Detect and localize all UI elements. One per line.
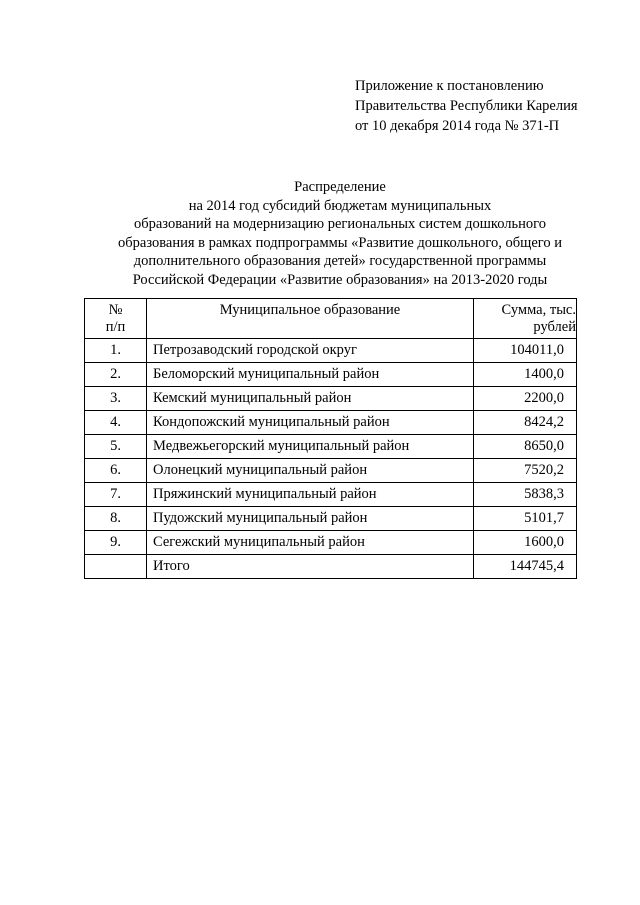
title-line: Распределение <box>294 179 386 195</box>
table-row <box>85 483 577 507</box>
row-sum: 1400,0 <box>474 363 577 387</box>
header-municipality: Муниципальное образование <box>147 299 474 339</box>
total-sum: 144745,4 <box>474 555 577 579</box>
row-municipality: Кондопожский муниципальный район <box>147 411 474 435</box>
row-number: 3. <box>85 387 147 411</box>
table-row <box>85 459 577 483</box>
document-title <box>60 178 620 289</box>
table-header-row <box>85 299 577 339</box>
row-number: 4. <box>85 411 147 435</box>
row-number: 6. <box>85 459 147 483</box>
appendix-line: от 10 декабря 2014 года № 371-П <box>355 118 560 134</box>
appendix-line: Правительства Республики Карелия <box>355 98 578 114</box>
row-sum: 8424,2 <box>474 411 577 435</box>
header-sum-line1: Сумма, тыс. <box>501 302 576 318</box>
header-number-line1: № <box>108 302 123 318</box>
row-number: 2. <box>85 363 147 387</box>
row-sum: 5838,3 <box>474 483 577 507</box>
table-row <box>85 339 577 363</box>
table-row <box>85 387 577 411</box>
header-number <box>85 299 147 339</box>
distribution-table <box>84 298 577 579</box>
row-number: 1. <box>85 339 147 363</box>
table-row <box>85 507 577 531</box>
row-number: 7. <box>85 483 147 507</box>
header-sum-line2: рублей <box>533 319 576 335</box>
row-municipality: Пудожский муниципальный район <box>147 507 474 531</box>
row-sum: 1600,0 <box>474 531 577 555</box>
title-line: на 2014 год субсидий бюджетам муниципальных <box>188 197 492 214</box>
header-number-line2: п/п <box>105 319 126 335</box>
row-number: 5. <box>85 435 147 459</box>
row-sum: 2200,0 <box>474 387 577 411</box>
title-line: Российской Федерации «Развитие образования» на 2013-2020 годы <box>132 271 548 288</box>
row-sum: 5101,7 <box>474 507 577 531</box>
total-row <box>85 555 577 579</box>
row-municipality: Медвежьегорский муниципальный район <box>147 435 474 459</box>
table-row <box>85 435 577 459</box>
row-municipality: Пряжинский муниципальный район <box>147 483 474 507</box>
appendix-note <box>355 76 578 136</box>
total-label: Итого <box>147 555 474 579</box>
appendix-line: Приложение к постановлению <box>355 78 544 94</box>
row-municipality: Сегежский муниципальный район <box>147 531 474 555</box>
row-sum: 104011,0 <box>474 339 577 363</box>
row-municipality: Петрозаводский городской округ <box>147 339 474 363</box>
row-municipality: Кемский муниципальный район <box>147 387 474 411</box>
row-sum: 7520,2 <box>474 459 577 483</box>
title-line: дополнительного образования детей» государственной программы <box>133 253 547 269</box>
total-number <box>85 555 147 579</box>
row-number: 8. <box>85 507 147 531</box>
table-row <box>85 363 577 387</box>
row-municipality: Олонецкий муниципальный район <box>147 459 474 483</box>
title-line: образований на модернизацию региональных систем дошкольного <box>133 216 546 232</box>
row-sum: 8650,0 <box>474 435 577 459</box>
table-row <box>85 531 577 555</box>
table-row <box>85 411 577 435</box>
row-number: 9. <box>85 531 147 555</box>
title-line: образования в рамках подпрограммы «Развитие дошкольного, общего и <box>118 234 562 251</box>
header-sum <box>474 299 577 339</box>
row-municipality: Беломорский муниципальный район <box>147 363 474 387</box>
